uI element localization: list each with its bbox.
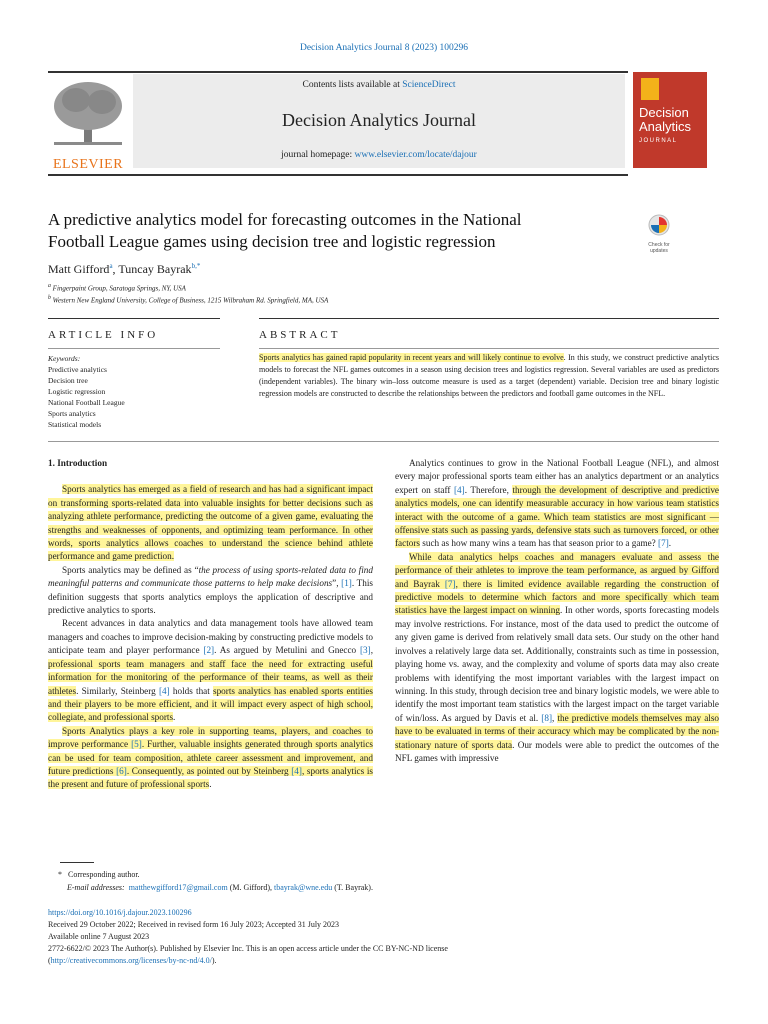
intro-right-column — [395, 457, 719, 765]
citation-link[interactable]: [4] — [158, 685, 170, 696]
cover-subtitle: JOURNAL — [639, 138, 678, 144]
info-rule-top — [48, 318, 220, 319]
license-link-line: (http://creativecommons.org/licenses/by-nc-nd/4.0/). — [48, 956, 217, 965]
doi-link[interactable]: https://doi.org/10.1016/j.dajour.2023.100296 — [48, 908, 192, 917]
keyword-item: Predictive analytics — [48, 365, 107, 374]
abstract-text — [259, 352, 719, 400]
crossmark-label: Check for updates — [648, 242, 670, 254]
keyword-item: Decision tree — [48, 376, 88, 385]
citation-link[interactable]: [6] — [116, 765, 127, 776]
crossmark-icon — [641, 213, 677, 237]
received-dates: Received 29 October 2022; Received in revised form 16 July 2023; Accepted 31 July 2023 — [48, 920, 340, 929]
info-rule-mid — [48, 348, 220, 349]
journal-cover-thumbnail[interactable] — [633, 72, 707, 168]
email-link[interactable]: tbayrak@wne.edu — [273, 883, 333, 892]
keyword-item: Logistic regression — [48, 387, 106, 396]
section-heading: 1. Introduction — [48, 458, 108, 468]
journal-title: Decision Analytics Journal — [282, 110, 476, 130]
author-name: Tuncay Bayrak — [118, 262, 192, 276]
cover-title: Decision Analytics — [639, 105, 692, 134]
citation-link[interactable]: [2] — [203, 645, 215, 656]
citation-link[interactable]: [4] — [453, 484, 465, 495]
license-line: 2772-6622/© 2023 The Author(s). Published by Elsevier Inc. This is an open access article under the CC BY-NC-ND license — [48, 944, 448, 953]
footnote-rule — [60, 862, 94, 863]
affiliation-b: $^b$ Western New England University, College of Business, 1215 Wilbraham Rd. Springfield, MA, USA — [48, 295, 329, 305]
elsevier-logo — [48, 78, 128, 172]
citation-link[interactable]: [8] — [541, 712, 553, 723]
author-name: Matt Gifford — [48, 262, 110, 276]
corresponding-author-note: * Corresponding author. — [58, 870, 140, 879]
intro-paragraph-3: Recent advances in data analytics and data management tools have allowed team managers and coaches to improve decision-making by constructing predictive models to anticipate team and player performance [2]. As argued by Metulini and Gnecco [3], professional sports team managers and staff face the need for extracting useful information for the monitoring of the performance of their teams, as well as their athletes. Similarly, Steinberg [4] holds that sports analytics has enabled sports entities and their players to be more efficient, and it will impact every aspect of high school, collegiate, and professional sports. — [48, 618, 374, 723]
contents-prefix: Contents lists available at — [302, 80, 403, 90]
keywords-block — [48, 353, 125, 430]
homepage-link[interactable]: www.elsevier.com/locate/dajour — [354, 150, 477, 160]
keywords-label: Keywords: — [48, 354, 81, 363]
abstract-body: . In this study, we construct predictive analytics models to forecast the NFL games outcomes in a season using decision trees and logistics regression. Several variables are used as predictors (independent variables). The binary win–loss outcome measure is used as a target (dependent) variable. Decision tree and binary logistic regression models are constructed to describe the relationships between the predictors and football game outcomes in the NFL. — [259, 353, 720, 398]
author-separator: , — [112, 262, 119, 276]
homepage-line — [133, 150, 625, 160]
abstract-highlight: Sports analytics has gained rapid popularity in recent years and will likely continue to evolve — [259, 353, 564, 362]
banner-top-rule — [48, 71, 628, 73]
contents-line — [133, 80, 625, 90]
homepage-prefix: journal homepage: — [281, 150, 355, 160]
citation-link[interactable]: [7] — [658, 538, 669, 549]
citation-link[interactable]: [4] — [291, 765, 302, 776]
abstract-rule-bottom — [48, 441, 719, 442]
affiliation-a: $^a$ Fingerpaint Group, Saratoga Springs, NY, USA — [48, 283, 186, 293]
intro-paragraph-5: Analytics continues to grow in the National Football League (NFL), and almost every major professional sports team either has an analytics department or an analytics expert on staff [4]. Therefore, through the development of descriptive and predictive analytics models, one can identify measurable accuracy in how various team statistics interact with the outcome of a game. Which team statistics are most significant — offensive stats such as passing yards, defensive stats such as turnovers forced, or other factors such as how many wins a team has that season prior to a game? [7]. — [395, 458, 719, 549]
intro-left-column — [48, 457, 373, 792]
abstract-rule-top — [259, 318, 719, 319]
elsevier-wordmark: ELSEVIER — [52, 157, 124, 172]
online-date: Available online 7 August 2023 — [48, 932, 150, 941]
intro-paragraph-1: Sports analytics has emerged as a field of research and has had a significant impact on transforming sports-related data into valuable insights for better decisions such as analyzing athlete performance, predicting the outcome of a given game, evaluating the strengths and weaknesses of opponents, and optimizing team performance. In other words, sports analytics allows coaches to understand the science behind athlete performance and game prediction. — [48, 484, 373, 562]
author-list — [48, 262, 200, 277]
tree-icon — [48, 78, 128, 150]
intro-paragraph-6: While data analytics helps coaches and managers evaluate and assess the performance of their athletes to improve the team performance, as argued by Gifford and Bayrak [7], there is limited evidence available regarding the construction of predictive models to determine which factors and more specifically which team statistics have the largest impact on winning. In other words, sports forecasting models may involve restrictions. For instance, most of the data used to predict the outcome of any given game is derived from relatively small data sets. Our study on the other hand involves a relatively large data set. Additionally, constraints such as time in possession, playing home vs. away, and the complexity and volume of sports data may also create problems with identifying the most important variables with the largest impact on winning. In this study, through decision tree and binary logistic models, we were able to identify the most important team statistics with the largest impact on the target variable of win/loss. As argued by Davis et al. [8], the predictive models themselves may also have to be evaluated in terms of their accuracy which may be complicated by the non-stationary nature of sports data. Our models were able to predict the outcomes of the NFL games with impressive — [395, 551, 720, 763]
keyword-item: National Football League — [48, 398, 125, 407]
article-info-heading: ARTICLE INFO — [48, 329, 159, 341]
abstract-heading: ABSTRACT — [259, 329, 341, 341]
article-title: A predictive analytics model for forecasting outcomes in the National Football League games using decision tree and logistic regression — [48, 210, 522, 251]
banner-bottom-rule — [48, 174, 628, 176]
crossmark-button[interactable] — [641, 213, 677, 254]
license-link[interactable]: http://creativecommons.org/licenses/by-nc-nd/4.0/ — [50, 956, 212, 965]
citation-link[interactable]: [7] — [444, 578, 456, 589]
author-affil-marker[interactable]: b,* — [191, 262, 201, 270]
sciencedirect-link[interactable]: ScienceDirect — [402, 80, 456, 90]
cover-graphic-icon — [641, 78, 659, 100]
citation-link[interactable]: [1] — [341, 578, 352, 589]
email-link[interactable]: matthewgifford17@gmail.com — [128, 883, 228, 892]
keyword-item: Statistical models — [48, 420, 102, 429]
keyword-item: Sports analytics — [48, 409, 96, 418]
intro-paragraph-2: Sports analytics may be defined as “the process of using sports-related data to find meaningful patterns and communicate those patterns to help make decisions”, [1]. This definition suggests that sports analytics employs the application of descriptive and predictive analytics to sports. — [48, 564, 373, 616]
abstract-rule-mid — [259, 348, 719, 349]
journal-reference-link[interactable]: Decision Analytics Journal 8 (2023) 100296 — [299, 43, 469, 53]
author-affil-marker[interactable]: a — [109, 262, 113, 270]
citation-link[interactable]: [3] — [360, 645, 371, 656]
citation-link[interactable]: [5] — [131, 739, 142, 750]
email-line: E-mail addresses: matthewgifford17@gmail.com (M. Gifford), tbayrak@wne.edu (T. Bayrak). — [67, 883, 373, 892]
intro-paragraph-4: Sports Analytics plays a key role in supporting teams, players, and coaches to improve performance [5]. Further, valuable insights generated through sports analytics can be used for team composition, athlete career assessment and improvement, and future predictions [6]. Consequently, as pointed out by Steinberg [4], sports analytics is the present and future of professional sports. — [48, 725, 373, 790]
